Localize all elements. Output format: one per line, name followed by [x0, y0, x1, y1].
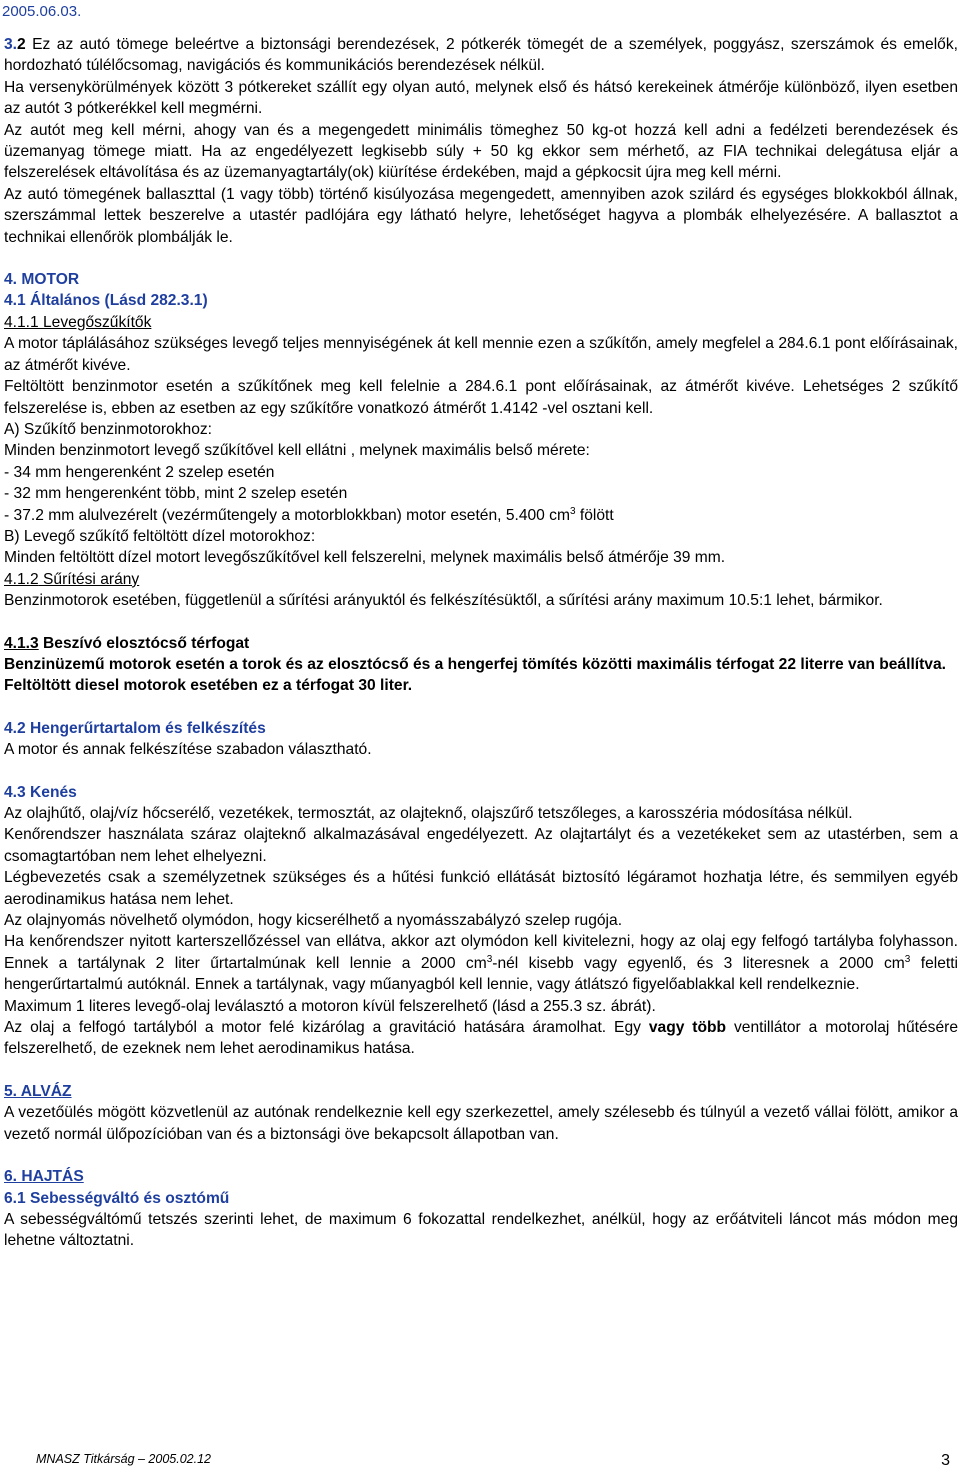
- paragraph-restrictor-diesel: Minden feltöltött dízel motort levegőszűkítővel kell felszerelni, melynek maximális belső átmérője 39 mm.: [4, 549, 726, 567]
- paragraph-3-2-weight: 3.2 Ez az autó tömege beleértve a biztonsági berendezések, 2 pótkerék tömegét de a személyek, poggyász, szerszámok és emelők, hordozható túlélőcsomag, navigációs és kommunikációs berendezések nélkül.: [4, 36, 958, 75]
- paragraph-capacity: A motor és annak felkészítése szabadon választható.: [4, 741, 372, 759]
- paragraph-restrictor-air: A motor táplálásához szükséges levegő teljes mennyiségének át kell mennie ezen a szűkítőn, amely megfelel a 284.6.1 pont előírásainak, az átmérőt kivéve.: [4, 335, 958, 374]
- paragraph-chassis: A vezetőülés mögött közvetlenül az autónak rendelkeznie kell egy szerkezettel, amely szélesebb és túlnyúl a vezető vállai fölött, amikor a vezető normál ülőpozícióban van és a biztonsági öve bekapcsolt állapotban van.: [4, 1104, 958, 1143]
- paragraph-ballast: Az autó tömegének ballaszttal (1 vagy több) történő kisúlyozása megengedett, amennyiben azok szilárd és egységes blokkokból állnak, szerszámmal lettek beszerelve a utastér padlójára egy látható helyre, lehetőséget hagyva a plombák elhelyezésére. A ballasztot a technikai ellenőrök plombálják le.: [4, 185, 958, 246]
- paragraph-compression: Benzinmotorok esetében, függetlenül a sűrítési arányuktól és felkészítésüktől, a sűrítési arány maximum 10.5:1 lehet, bármikor.: [4, 592, 883, 610]
- heading-motor: 4. MOTOR: [4, 271, 80, 289]
- heading-hajtas: 6. HAJTÁS: [4, 1168, 84, 1186]
- paragraph-gearbox: A sebességváltómű tetszés szerinti lehet, de maximum 6 fokozattal rendelkezhet, anélkül, hogy az erőátviteli láncot más módon meg lehetne változtatni.: [4, 1210, 958, 1250]
- heading-4-1: 4.1 Általános (Lásd 282.3.1): [4, 292, 208, 310]
- paragraph-air-intake: Légbevezetés csak a személyzetnek szükséges és a hűtési funkció ellátását biztosító légáramot hozhatja létre, és semmilyen egyéb aerodinamikus hatása nem lehet.: [4, 869, 958, 908]
- heading-4-2: 4.2 Hengerűrtartalom és felkészítés: [4, 719, 266, 737]
- paragraph-turbo-petrol: Feltöltött benzinmotor esetén a szűkítőnek meg kell felelnie a 284.6.1 pont előírásainak, az átmérőt kivéve. Lehetséges 2 szűkítő felszerelése is, ebben az esetben az egy szűkítőre vonatkozó átmérőt 1.4142 -vel osztani kell.: [4, 378, 958, 417]
- footer-text: MNASZ Titkárság – 2005.02.12: [36, 1452, 211, 1466]
- heading-4-3: 4.3 Kenés: [4, 783, 77, 801]
- section-number-3-2: 3.2: [4, 36, 26, 53]
- paragraph-spare-wheels: Ha versenykörülmények között 3 pótkereket szállít egy olyan autó, melynek első és hátsó kerekeinek átmérője különböző, ilyen esetben az autót 3 pótkerékkel kell megmérni.: [4, 78, 958, 118]
- paragraph-dry-sump: Kenőrendszer használata száraz olajteknő alkalmazásával engedélyezett. Az olajtartályt és a vezetékeket sem az utastérben, sem a csomagtartóban nem lehet elhelyezni.: [4, 826, 958, 865]
- heading-restrictor-diesel: B) Levegő szűkítő feltöltött dízel motorokhoz:: [4, 527, 316, 545]
- paragraph-oil-separator: Maximum 1 literes levegő-olaj leválasztó a motoron kívül felszerelhető (lásd a 255.3 sz. ábrát).: [4, 997, 656, 1015]
- paragraph-catch-tank: Ha kenőrendszer nyitott karterszellőzéssel van ellátva, akkor azt olymódon kell kivitelezni, hogy az olaj egy felfogó tartályba folyhasson. Ennek a tartálynak 2 liter űrtartalmúnak kell lennie a 2000 $cm^3$-nél kisebb vagy egyenlő, és 3 literesnek a 2000 $cm^3$ feletti hengerűrtartalmú autóknál. Ennek a tartálynak, vagy műanyagból kell lennie, vagy átlátszó figyelőablakkal kell rendelkeznie.: [4, 933, 959, 994]
- list-item: - 32 mm hengerenként több, mint 2 szelep esetén: [4, 485, 348, 503]
- list-item: - 37.2 mm alulvezérelt (vezérműtengely a motorblokkban) motor esetén, 5.400 $cm^3$ fölött: [4, 505, 614, 524]
- heading-restrictor-petrol: A) Szűkítő benzinmotorokhoz:: [4, 420, 213, 438]
- paragraph-weighing: Az autót meg kell mérni, ahogy van és a megengedett minimális tömeghez 50 kg-ot hozzá kell adni a fedélzeti berendezések és üzemanyag tömege miatt. Ha az engedélyezett legkisebb súly + 50 kg ekkor sem mérhető, az FIA technikai delegátusa eljár a felszerelések eltávolítása és az üzemanyagtartály(ok) kiürítése érdekében, majd a gépkocsit újra meg kell mérni.: [4, 121, 958, 182]
- paragraph-diesel-volume: Feltöltött diesel motorok esetében ez a térfogat 30 liter.: [4, 677, 413, 695]
- document-body: [4, 34, 958, 1252]
- heading-4-1-3: 4.1.3 Beszívó elosztócső térfogat: [4, 634, 250, 652]
- list-item: - 34 mm hengerenként 2 szelep esetén: [4, 463, 275, 481]
- page-number: 3: [941, 1452, 950, 1469]
- heading-4-1-2: 4.1.2 Sűrítési arány: [4, 570, 140, 588]
- paragraph-oil-pressure: Az olajnyomás növelhető olymódon, hogy kicserélhető a nyomásszabályzó szelep rugója.: [4, 912, 623, 930]
- heading-6-1: 6.1 Sebességváltó és osztómű: [4, 1189, 230, 1207]
- heading-4-1-1: 4.1.1 Levegőszűkítők: [4, 313, 152, 331]
- paragraph-gravity-return: Az olaj a felfogó tartályból a motor felé kizárólag a gravitáció hatására áramolhat. Egy vagy több ventillátor a motorolaj hűtésére felszerelhető, de ezeknek nem lehet aerodinamikus hatása.: [4, 1019, 958, 1058]
- paragraph-oil-cooler: Az olajhűtő, olaj/víz hőcserélő, vezetékek, termosztát, az olajteknő, olajszűrő tetszőleges, a karosszéria módosítása nélkül.: [4, 805, 853, 822]
- heading-alvaz: 5. ALVÁZ: [4, 1082, 72, 1100]
- header-date: 2005.06.03.: [2, 3, 82, 20]
- paragraph-restrictor-petrol: Minden benzinmotort levegő szűkítővel kell ellátni , melynek maximális belső mérete:: [4, 442, 590, 460]
- paragraph-manifold-volume: Benzinüzemű motorok esetén a torok és az elosztócső és a hengerfej tömítés közötti maximális térfogat 22 literre van beállítva.: [4, 655, 946, 673]
